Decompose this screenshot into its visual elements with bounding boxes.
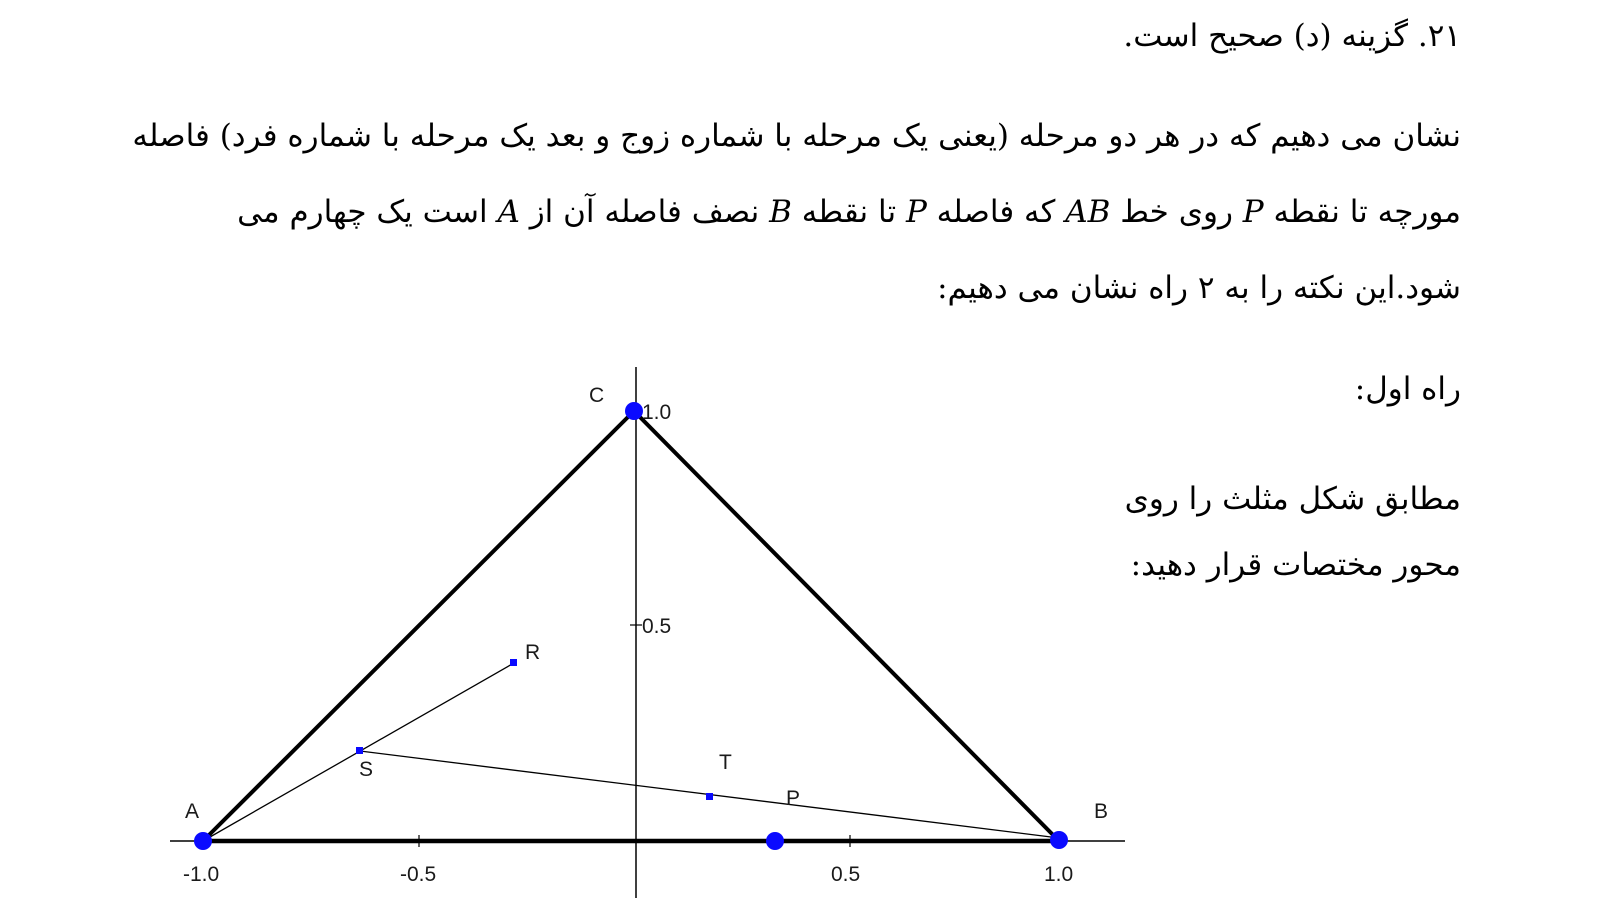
label-P: P — [786, 787, 801, 810]
point-R — [510, 659, 517, 666]
label-S: S — [359, 758, 374, 781]
label-A: A — [185, 800, 200, 823]
y-tick-label-1: 1.0 — [642, 401, 672, 424]
point-B — [1050, 831, 1068, 849]
math-P-1: P — [1242, 194, 1264, 230]
math-B: B — [769, 194, 792, 230]
x-tick-label-1: 1.0 — [1044, 863, 1074, 886]
line2-text-a: مورچه تا نقطه — [1263, 194, 1461, 230]
paragraph-line-3: شود.این نکته را به ۲ راه نشان می دهیم: — [937, 270, 1461, 306]
point-C — [625, 402, 643, 420]
line2-text-f: است یک چهارم می — [237, 194, 498, 230]
line2-text-b: روی خط — [1110, 194, 1243, 230]
x-tick-label-neg1: -1.0 — [183, 863, 220, 886]
y-tick-label-05: 0.5 — [642, 615, 672, 638]
point-A — [194, 832, 212, 850]
math-P-2: P — [905, 194, 927, 230]
side-CB — [634, 411, 1059, 841]
answer-heading: ۲۱. گزینه (د) صحیح است. — [1123, 18, 1461, 54]
label-C: C — [589, 384, 605, 407]
label-B: B — [1094, 800, 1109, 823]
instruction-line-1: مطابق شکل مثلث را روی — [1124, 481, 1461, 517]
math-AB: AB — [1065, 194, 1111, 230]
math-A: A — [497, 194, 520, 230]
x-tick-label-05: 0.5 — [831, 863, 861, 886]
label-R: R — [525, 641, 541, 664]
way-one-title: راه اول: — [1354, 371, 1461, 407]
point-T — [706, 793, 713, 800]
paragraph-line-1: نشان می دهیم که در هر دو مرحله (یعنی یک مرحله با شماره زوج و بعد یک مرحله با شماره فرد) فاصله — [132, 118, 1461, 154]
instruction-line-2: محور مختصات قرار دهید: — [1130, 547, 1461, 583]
line2-text-e: نصف فاصله آن از — [519, 194, 770, 230]
point-S — [356, 747, 363, 754]
line2-text-d: تا نقطه — [791, 194, 906, 230]
point-midpoint-AB — [766, 832, 784, 850]
line2-text-c: که فاصله — [926, 194, 1066, 230]
label-T: T — [719, 751, 732, 774]
x-tick-label-neg05: -0.5 — [400, 863, 437, 886]
